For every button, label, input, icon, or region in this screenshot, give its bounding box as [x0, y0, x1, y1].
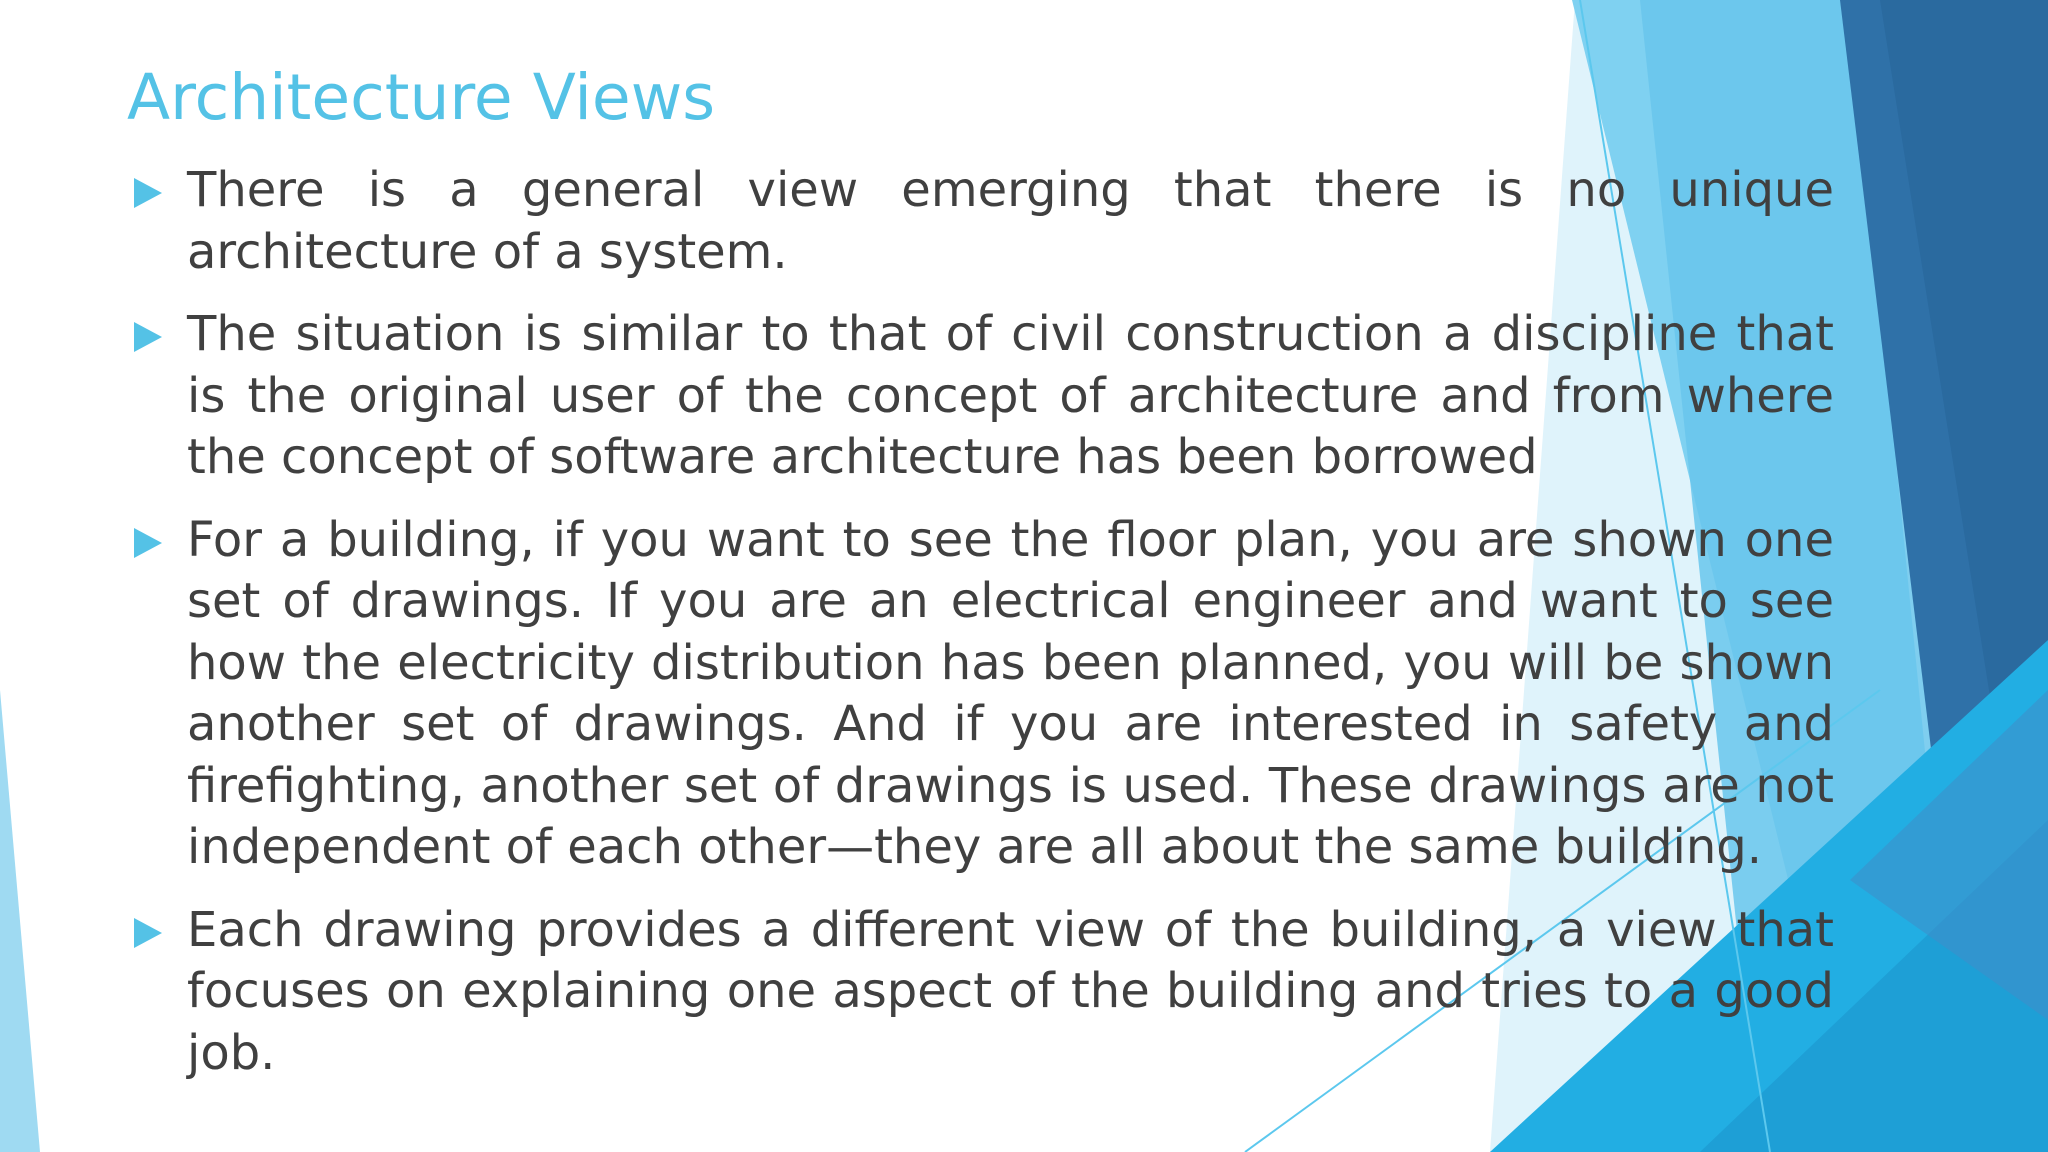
bullet-item	[132, 510, 1834, 879]
triangle-bullet-icon	[134, 178, 162, 208]
bullet-text: Each drawing provides a different view of the building, a view that focuses on explaining one aspect of the building and tries to a good job.	[187, 901, 1834, 1081]
triangle-bullet-icon	[134, 528, 162, 558]
bullet-item	[132, 160, 1834, 283]
bullet-text: For a building, if you want to see the floor plan, you are shown one set of drawings. If you are an electrical engineer and want to see how the electricity distribution has been planned, you will be shown another set of drawings. And if you are interested in safety and firefighting, another set of drawings is used. These drawings are not independent of each other—they are all about the same building.	[187, 511, 1834, 875]
bullet-item	[132, 304, 1834, 489]
triangle-bullet-icon	[134, 322, 162, 352]
bullet-list	[132, 160, 1834, 1105]
bullet-text: The situation is similar to that of civil construction a discipline that is the original user of the concept of architecture and from where the concept of software architecture has been borrowed	[187, 306, 1834, 485]
left-accent-shape	[0, 690, 40, 1152]
triangle-bullet-icon	[134, 918, 162, 948]
bullet-item	[132, 900, 1834, 1085]
slide-title: Architecture Views	[127, 61, 716, 134]
bullet-text: There is a general view emerging that there is no unique architecture of a system.	[187, 162, 1834, 280]
